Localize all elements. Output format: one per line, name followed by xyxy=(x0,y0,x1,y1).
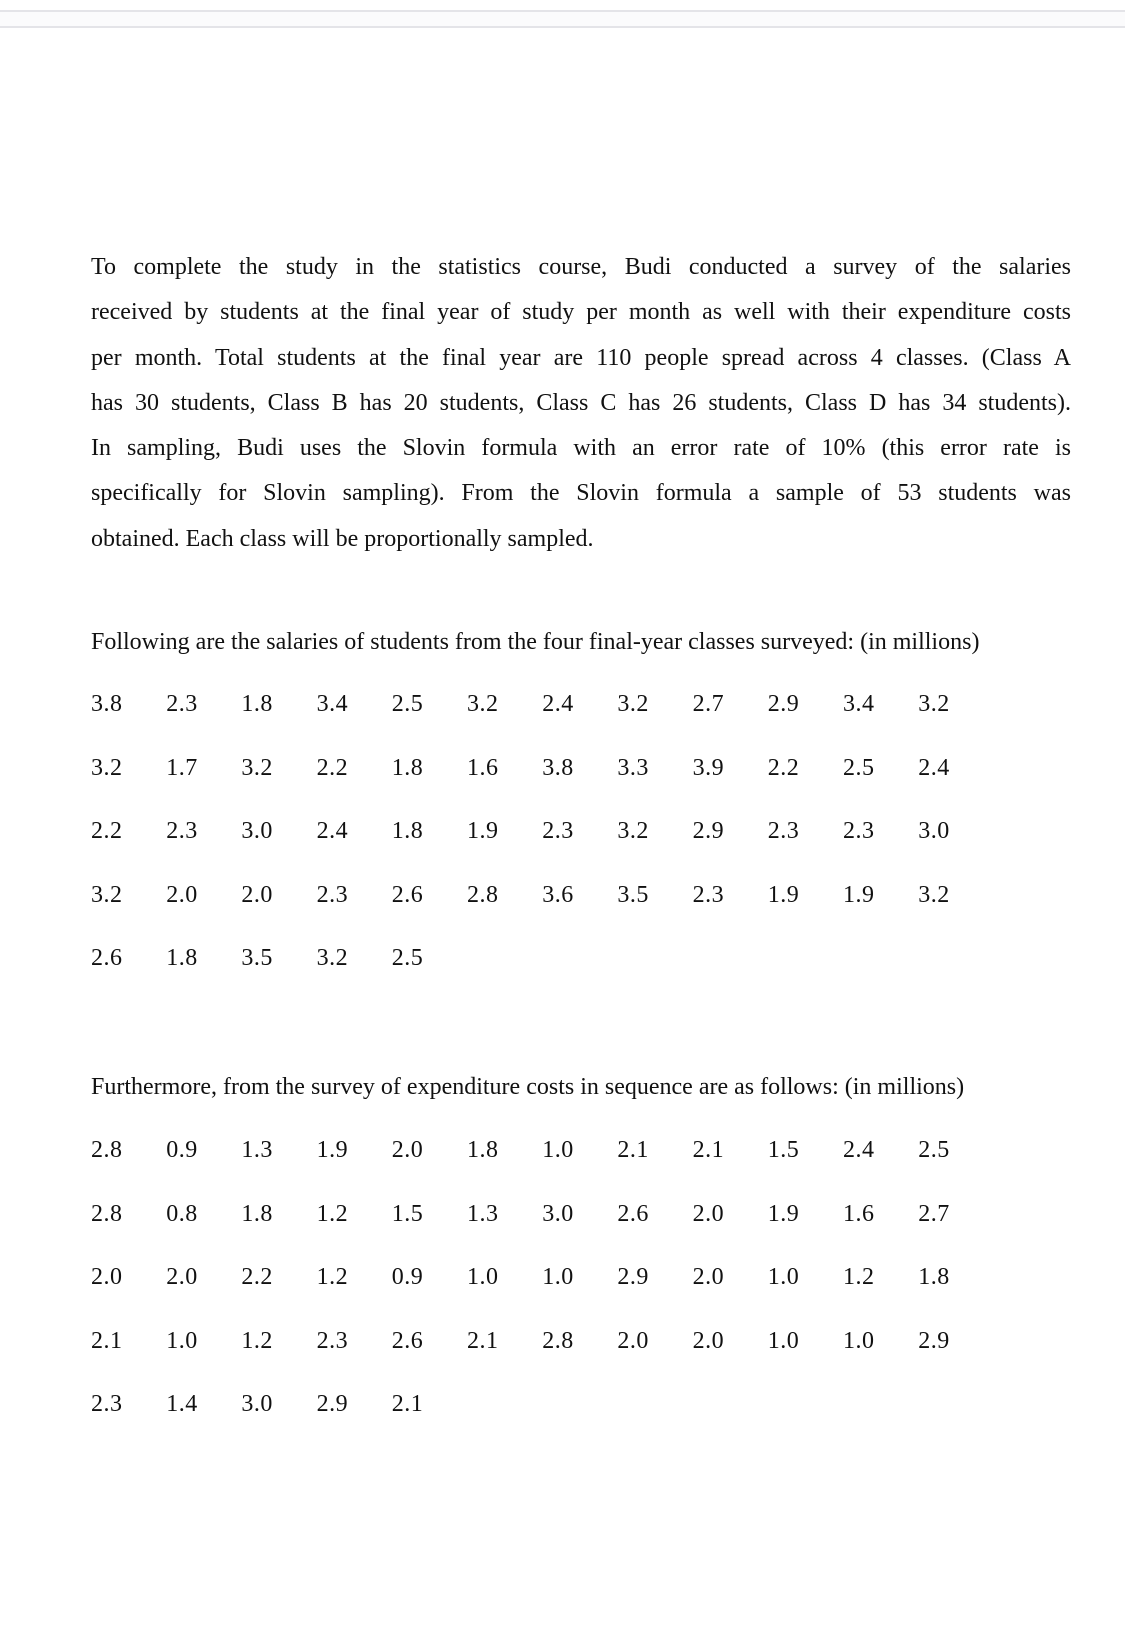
value-cell: 2.3 xyxy=(692,881,725,908)
value-cell: 1.9 xyxy=(767,881,800,908)
value-cell: 3.2 xyxy=(617,691,649,717)
value-cell: 1.2 xyxy=(316,1264,349,1290)
value-cell: 3.2 xyxy=(467,691,499,717)
value-cell: 3.2 xyxy=(918,881,950,908)
intro-line: per month. Total students at the final year are 110 people spread across 4 classes. (Class A xyxy=(91,344,1071,371)
value-cell: 0.9 xyxy=(166,1137,198,1163)
value-cell: 3.2 xyxy=(617,818,649,844)
table-row xyxy=(91,816,1051,880)
value-cell: 2.9 xyxy=(617,1264,649,1290)
value-cell: 2.9 xyxy=(918,1327,950,1354)
value-cell: 2.4 xyxy=(542,691,574,717)
intro-line: To complete the study in the statistics course, Budi conducted a survey of the salaries xyxy=(91,254,1071,280)
value-cell: 2.1 xyxy=(617,1137,649,1163)
value-cell: 1.3 xyxy=(241,1137,273,1163)
value-cell: 2.8 xyxy=(542,1327,574,1354)
value-cell: 2.9 xyxy=(316,1391,349,1417)
value-cell: 2.3 xyxy=(91,1391,123,1417)
value-cell: 2.9 xyxy=(767,691,800,717)
intro-line: has 30 students, Class B has 20 students, Class C has 26 students, Class D has 34 students). xyxy=(91,389,1071,416)
value-cell: 2.3 xyxy=(542,818,574,844)
value-cell: 1.8 xyxy=(391,818,424,844)
value-cell: 2.8 xyxy=(91,1137,123,1163)
value-cell: 2.0 xyxy=(166,1264,198,1290)
value-cell: 1.0 xyxy=(843,1327,875,1354)
value-cell: 2.3 xyxy=(767,818,800,844)
value-cell: 2.7 xyxy=(918,1200,950,1227)
value-cell: 1.0 xyxy=(542,1137,574,1163)
value-cell: 2.8 xyxy=(91,1200,123,1227)
value-cell: 0.9 xyxy=(391,1264,424,1290)
value-cell: 1.3 xyxy=(467,1200,499,1227)
value-cell: 3.8 xyxy=(542,754,574,781)
intro-paragraph xyxy=(91,245,1071,562)
value-cell: 1.0 xyxy=(542,1264,574,1290)
value-cell: 1.4 xyxy=(166,1391,198,1417)
table-row xyxy=(91,1135,1051,1199)
value-cell: 1.7 xyxy=(166,754,198,781)
value-cell: 1.0 xyxy=(767,1327,800,1354)
value-cell: 2.4 xyxy=(843,1137,875,1163)
value-cell: 2.6 xyxy=(91,945,123,971)
value-cell: 1.8 xyxy=(241,1200,273,1227)
value-cell: 2.1 xyxy=(91,1327,123,1354)
value-cell: 3.0 xyxy=(241,818,273,844)
value-cell: 1.2 xyxy=(241,1327,273,1354)
table-row xyxy=(91,1389,1051,1453)
value-cell: 1.8 xyxy=(241,691,273,717)
value-cell: 0.8 xyxy=(166,1200,198,1227)
table-row xyxy=(91,880,1051,944)
value-cell: 1.8 xyxy=(467,1137,499,1163)
value-cell: 2.8 xyxy=(467,881,499,908)
value-cell: 2.9 xyxy=(692,818,725,844)
value-cell: 1.2 xyxy=(843,1264,875,1290)
value-cell: 2.6 xyxy=(617,1200,649,1227)
value-cell: 3.9 xyxy=(692,754,725,781)
value-cell: 3.4 xyxy=(316,691,349,717)
value-cell: 1.8 xyxy=(918,1264,950,1290)
value-cell: 1.9 xyxy=(316,1137,349,1163)
value-cell: 3.8 xyxy=(91,691,123,717)
value-cell: 1.0 xyxy=(767,1264,800,1290)
value-cell: 3.0 xyxy=(542,1200,574,1227)
salaries-table xyxy=(91,689,1051,1007)
value-cell: 1.8 xyxy=(166,945,198,971)
value-cell: 2.7 xyxy=(692,691,725,717)
value-cell: 1.9 xyxy=(843,881,875,908)
intro-line: specifically for Slovin sampling). From the Slovin formula a sample of 53 students was xyxy=(91,480,1071,507)
value-cell: 2.0 xyxy=(166,881,198,908)
value-cell: 3.5 xyxy=(617,881,649,908)
table-row xyxy=(91,943,1051,1007)
value-cell: 2.3 xyxy=(166,818,198,844)
value-cell: 1.9 xyxy=(767,1200,800,1227)
value-cell: 1.8 xyxy=(391,754,424,781)
value-cell: 1.0 xyxy=(166,1327,198,1354)
value-cell: 2.4 xyxy=(316,818,349,844)
value-cell: 1.2 xyxy=(316,1200,349,1227)
value-cell: 3.2 xyxy=(91,754,123,781)
expenditures-table xyxy=(91,1135,1051,1453)
value-cell: 2.3 xyxy=(316,1327,349,1354)
value-cell: 3.0 xyxy=(241,1391,273,1417)
value-cell: 1.5 xyxy=(391,1200,424,1227)
expenditures-heading: Furthermore, from the survey of expenditure costs in sequence are as follows: (in millions) xyxy=(91,1074,965,1100)
value-cell: 2.2 xyxy=(767,754,800,781)
value-cell: 3.0 xyxy=(918,818,950,844)
value-cell: 1.5 xyxy=(767,1137,800,1163)
table-row xyxy=(91,689,1051,753)
intro-line: In sampling, Budi uses the Slovin formula with an error rate of 10% (this error rate is xyxy=(91,435,1071,462)
value-cell: 2.6 xyxy=(391,881,424,908)
value-cell: 2.3 xyxy=(316,881,349,908)
table-row xyxy=(91,1199,1051,1263)
value-cell: 2.5 xyxy=(391,691,424,717)
value-cell: 3.6 xyxy=(542,881,574,908)
salaries-heading: Following are the salaries of students from the four final-year classes surveyed: (in millions) xyxy=(91,629,980,655)
value-cell: 2.5 xyxy=(843,754,875,781)
value-cell: 2.5 xyxy=(918,1137,950,1163)
value-cell: 3.3 xyxy=(617,754,649,781)
value-cell: 2.4 xyxy=(918,754,950,781)
value-cell: 2.1 xyxy=(391,1391,424,1417)
value-cell: 2.0 xyxy=(692,1327,725,1354)
top-divider xyxy=(0,10,1125,28)
value-cell: 2.1 xyxy=(467,1327,499,1354)
value-cell: 2.0 xyxy=(617,1327,649,1354)
value-cell: 2.0 xyxy=(692,1200,725,1227)
value-cell: 2.3 xyxy=(166,691,198,717)
value-cell: 1.0 xyxy=(467,1264,499,1290)
value-cell: 3.2 xyxy=(918,691,950,717)
value-cell: 2.2 xyxy=(316,754,349,781)
value-cell: 2.0 xyxy=(241,881,273,908)
value-cell: 2.2 xyxy=(241,1264,273,1290)
value-cell: 3.5 xyxy=(241,945,273,971)
value-cell: 3.4 xyxy=(843,691,875,717)
value-cell: 3.2 xyxy=(316,945,349,971)
value-cell: 2.6 xyxy=(391,1327,424,1354)
value-cell: 1.6 xyxy=(843,1200,875,1227)
value-cell: 1.6 xyxy=(467,754,499,781)
table-row xyxy=(91,1262,1051,1326)
intro-line: obtained. Each class will be proportionally sampled. xyxy=(91,525,594,552)
intro-line: received by students at the final year of study per month as well with their expenditure costs xyxy=(91,299,1071,326)
table-row xyxy=(91,1326,1051,1390)
table-row xyxy=(91,753,1051,817)
value-cell: 2.2 xyxy=(91,818,123,844)
value-cell: 2.1 xyxy=(692,1137,725,1163)
value-cell: 3.2 xyxy=(91,881,123,908)
document-body xyxy=(91,245,1071,562)
value-cell: 3.2 xyxy=(241,754,273,781)
value-cell: 2.0 xyxy=(91,1264,123,1290)
value-cell: 1.9 xyxy=(467,818,499,844)
value-cell: 2.0 xyxy=(391,1137,424,1163)
value-cell: 2.5 xyxy=(391,945,424,971)
value-cell: 2.3 xyxy=(843,818,875,844)
value-cell: 2.0 xyxy=(692,1264,725,1290)
